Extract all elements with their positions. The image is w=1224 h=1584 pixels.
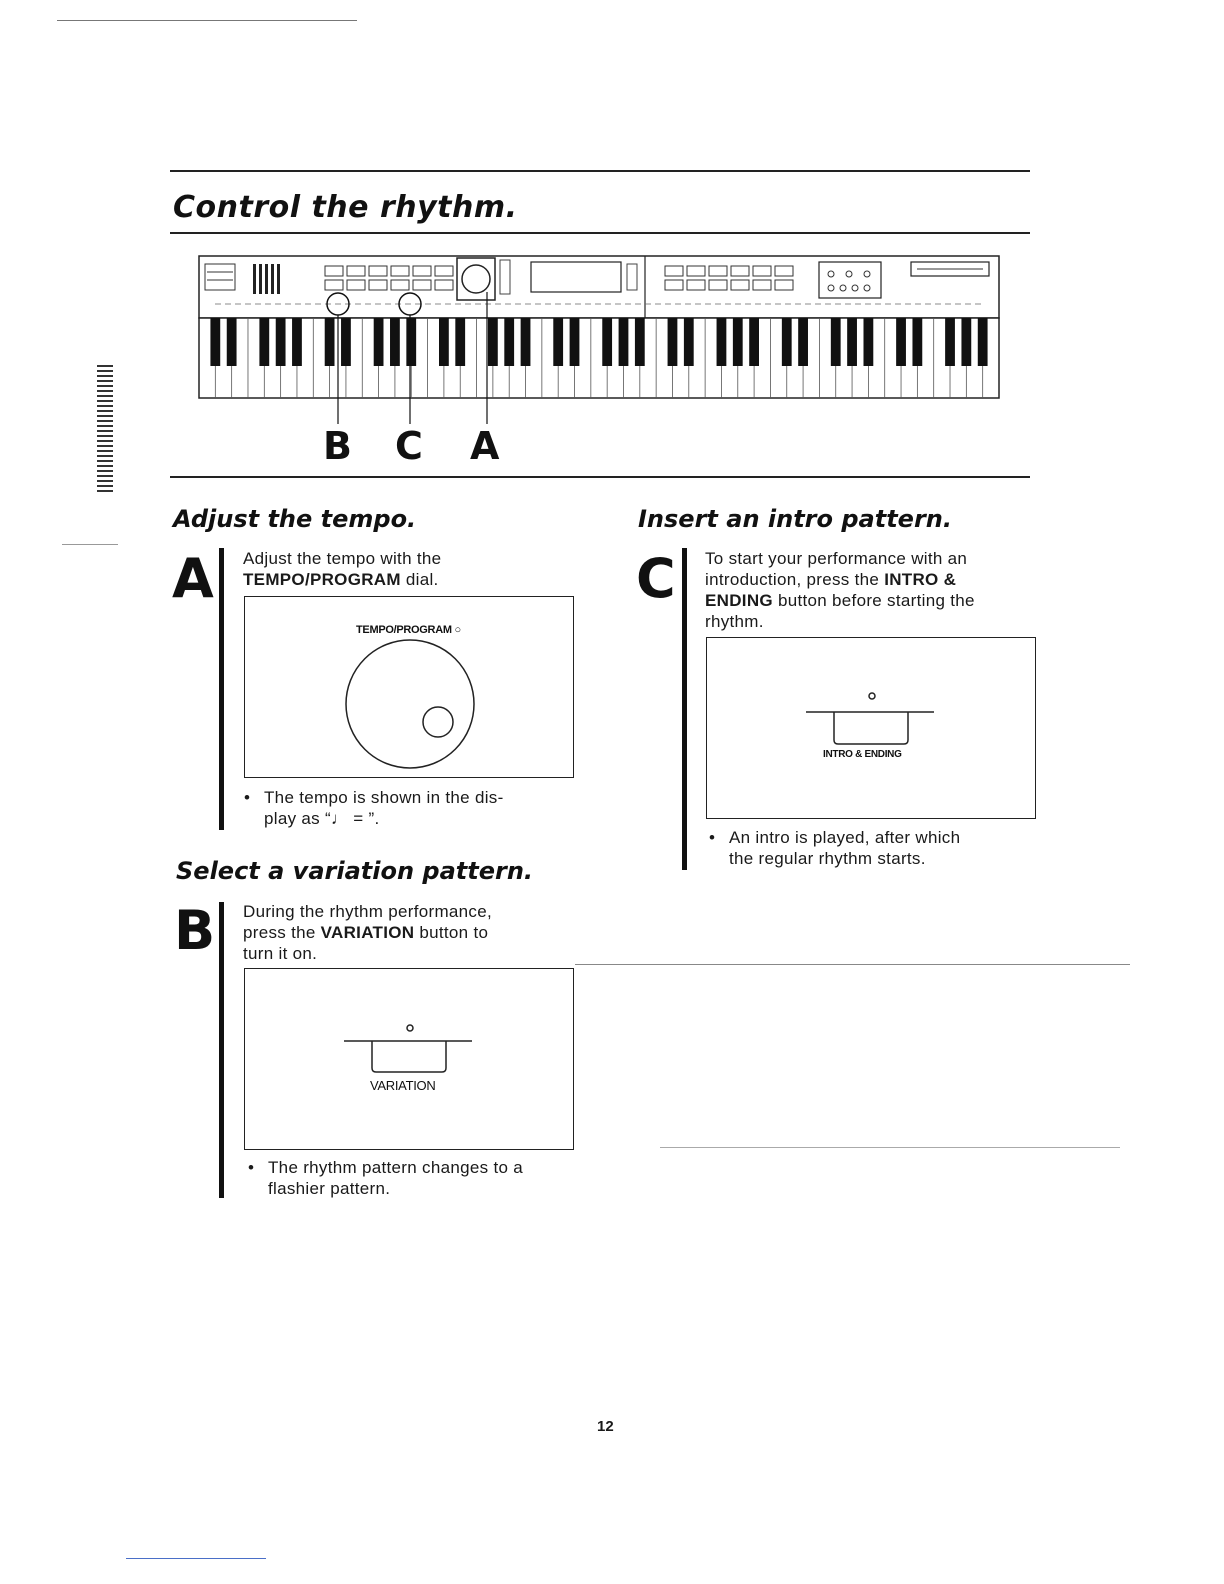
- black-key: [978, 318, 988, 366]
- black-key: [602, 318, 612, 366]
- black-key: [259, 318, 269, 366]
- black-key: [488, 318, 498, 366]
- black-key: [276, 318, 286, 366]
- title-rule-bottom: [170, 232, 1030, 234]
- black-key: [439, 318, 449, 366]
- scan-edge-marks: [97, 365, 113, 493]
- step-c-letter: C: [636, 547, 676, 610]
- black-key: [227, 318, 237, 366]
- black-key: [896, 318, 906, 366]
- page-number: 12: [597, 1418, 614, 1435]
- keyboard-illustration: [195, 252, 1005, 472]
- tempo-dial-drawing: [340, 638, 480, 772]
- scan-rule-top: [57, 20, 357, 21]
- tempo-dial-grip: [423, 707, 453, 737]
- black-key: [668, 318, 678, 366]
- title-rule-top: [170, 170, 1030, 172]
- tempo-instruction: Adjust the tempo with the TEMPO/PROGRAM dial.: [243, 549, 442, 589]
- keybed: [199, 318, 999, 398]
- tempo-dial-label: TEMPO/PROGRAM ○: [356, 624, 461, 636]
- black-key: [912, 318, 922, 366]
- tempo-heading: Adjust the tempo.: [173, 505, 417, 533]
- intro-button-drawing: [802, 690, 942, 750]
- black-key: [635, 318, 645, 366]
- black-key: [945, 318, 955, 366]
- scan-rule-lower: [660, 1147, 1120, 1148]
- black-key: [374, 318, 384, 366]
- black-key: [292, 318, 302, 366]
- black-key: [619, 318, 629, 366]
- intro-heading: Insert an intro pattern.: [638, 505, 952, 533]
- black-key: [749, 318, 759, 366]
- black-key: [717, 318, 727, 366]
- black-key: [684, 318, 694, 366]
- black-key: [325, 318, 335, 366]
- tempo-indicator-icon: ○: [454, 624, 461, 636]
- black-key: [210, 318, 220, 366]
- intro-instruction: To start your performance with an introduction, press the INTRO & ENDING button before starting the rhythm.: [705, 549, 975, 631]
- black-key: [341, 318, 351, 366]
- black-key: [504, 318, 514, 366]
- tempo-note: • The tempo is shown in the dis- play as “♩ = ”.: [242, 787, 594, 829]
- step-a-letter: A: [172, 547, 214, 610]
- black-key: [553, 318, 563, 366]
- step-c-bar: [682, 548, 687, 870]
- intro-indicator-icon: [869, 693, 875, 699]
- intro-note: • An intro is played, after which the regular rhythm starts.: [707, 827, 1059, 869]
- black-key: [961, 318, 971, 366]
- figure-rule-bottom: [170, 476, 1030, 478]
- black-key: [847, 318, 857, 366]
- page-title: Control the rhythm.: [173, 190, 518, 225]
- tempo-dial-knob: [346, 640, 474, 768]
- variation-heading: Select a variation pattern.: [176, 857, 534, 885]
- callout-c: C: [395, 424, 423, 468]
- black-key: [390, 318, 400, 366]
- callout-b: B: [323, 424, 352, 468]
- step-a-bar: [219, 548, 224, 830]
- black-key: [406, 318, 416, 366]
- black-key: [570, 318, 580, 366]
- variation-indicator-icon: [407, 1025, 413, 1031]
- black-key: [782, 318, 792, 366]
- black-key: [863, 318, 873, 366]
- black-key: [733, 318, 743, 366]
- black-key: [521, 318, 531, 366]
- black-key: [798, 318, 808, 366]
- variation-instruction: During the rhythm performance, press the VARIATION button to turn it on.: [243, 902, 492, 963]
- callout-a: A: [470, 424, 500, 468]
- step-b-bar: [219, 902, 224, 1198]
- scan-rule-left: [62, 544, 118, 545]
- variation-button-label: VARIATION: [370, 1078, 436, 1093]
- black-key: [831, 318, 841, 366]
- scan-rule-mid: [575, 964, 1130, 965]
- step-b-letter: B: [174, 899, 216, 962]
- intro-button-label: INTRO & ENDING: [823, 749, 902, 760]
- variation-note: • The rhythm pattern changes to a flashier pattern.: [246, 1157, 598, 1199]
- scan-rule-bottom: [126, 1558, 266, 1559]
- variation-button-drawing: [340, 1020, 480, 1080]
- black-key: [455, 318, 465, 366]
